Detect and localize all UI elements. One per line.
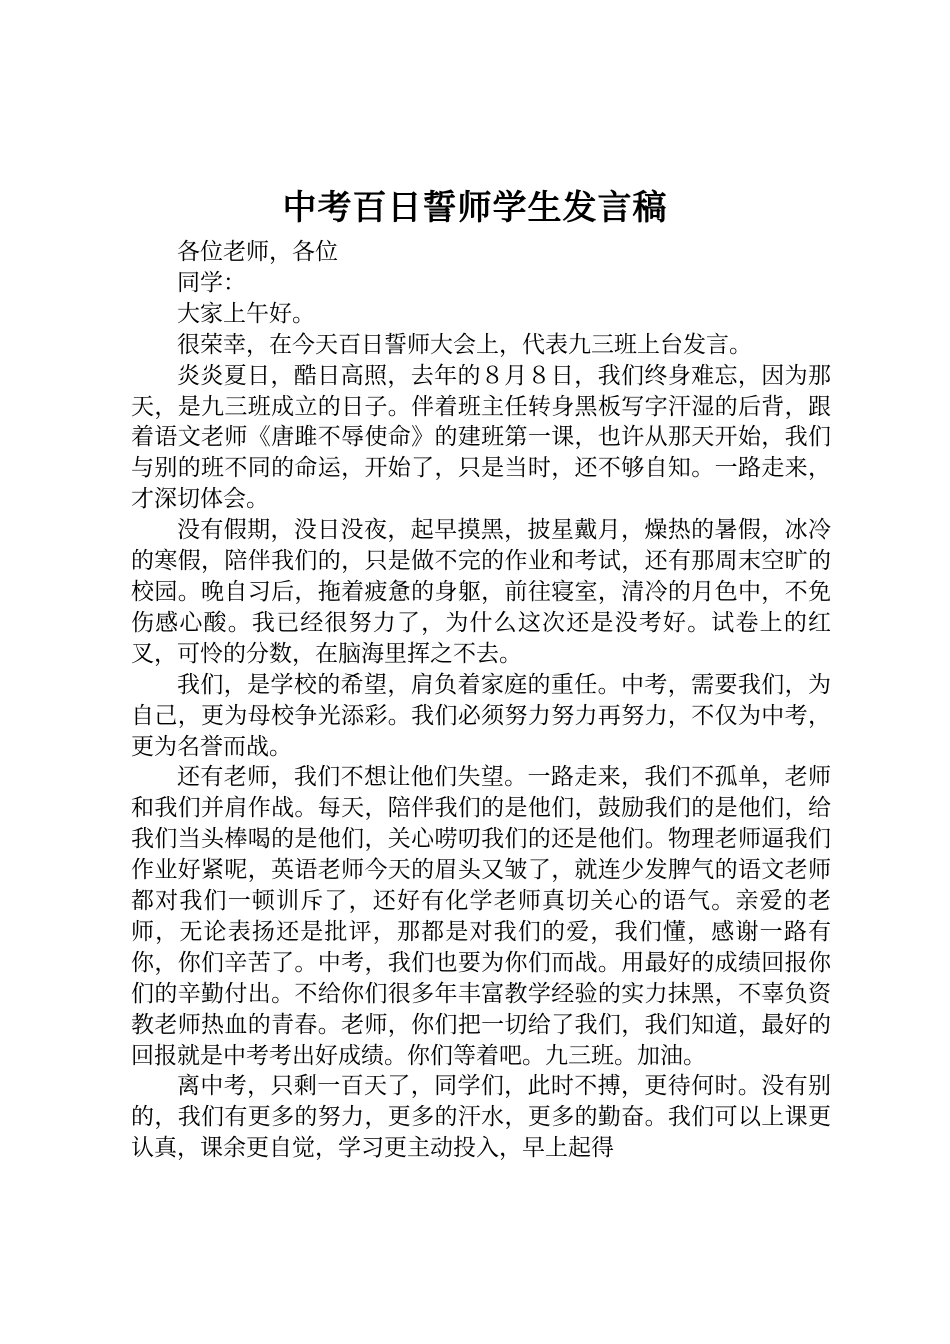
intro-paragraph: 很荣幸，在今天百日誓师大会上，代表九三班上台发言。 xyxy=(177,331,752,358)
salutation-line-2: 同学： xyxy=(177,269,246,296)
class-founding-paragraph: 炎炎夏日，酷日高照，去年的８月８日，我们终身难忘，因为那天，是九三班成立的日子。伴着班主任转身黑板写字汗湿的后背，跟着语文老师《唐雎不辱使命》的建班第一课，也许从那天开始，我们与别的班不同的命运，开始了，只是当时，还不够自知。一路走来，才深切体会。 xyxy=(131,362,831,513)
hope-paragraph: 我们，是学校的希望，肩负着家庭的重任。中考，需要我们，为自己，更为母校争光添彩。我们必须努力努力再努力，不仅为中考，更为名誉而战。 xyxy=(131,671,831,760)
greeting-paragraph: 大家上午好。 xyxy=(177,300,315,327)
countdown-paragraph: 离中考，只剩一百天了，同学们，此时不搏，更待何时。没有别的，我们有更多的努力，更多的汗水，更多的勤奋。我们可以上课更认真，课余更自觉，学习更主动投入，早上起得 xyxy=(131,1073,831,1162)
teachers-paragraph: 还有老师，我们不想让他们失望。一路走来，我们不孤单，老师和我们并肩作战。每天，陪伴我们的是他们，鼓励我们的是他们，给我们当头棒喝的是他们，关心唠叨我们的还是他们。物理老师逼我们作业好紧呢，英语老师今天的眉头又皱了，就连少发脾气的语文老师都对我们一顿训斥了，还好有化学老师真切关心的语气。亲爱的老师，无论表扬还是批评，那都是对我们的爱，我们懂，感谢一路有你，你们辛苦了。中考，我们也要为你们而战。用最好的成绩回报你们的辛勤付出。不给你们很多年丰富教学经验的实力抹黑，不辜负资教老师热血的青春。老师，你们把一切给了我们，我们知道，最好的回报就是中考考出好成绩。你们等着吧。九三班。加油。 xyxy=(131,764,831,1069)
salutation-line-1: 各位老师，各位 xyxy=(177,239,338,265)
hardship-paragraph: 没有假期，没日没夜，起早摸黑，披星戴月，燥热的暑假，冰冷的寒假，陪伴我们的，只是做不完的作业和考试，还有那周末空旷的校园。晚自习后，拖着疲惫的身躯，前往寝室，清冷的月色中，不免伤感心酸。我已经很努力了，为什么这次还是没考好。试卷上的红叉，可怜的分数，在脑海里挥之不去。 xyxy=(131,517,831,667)
document-title: 中考百日誓师学生发言稿 xyxy=(282,188,668,228)
document-body xyxy=(131,237,831,1164)
